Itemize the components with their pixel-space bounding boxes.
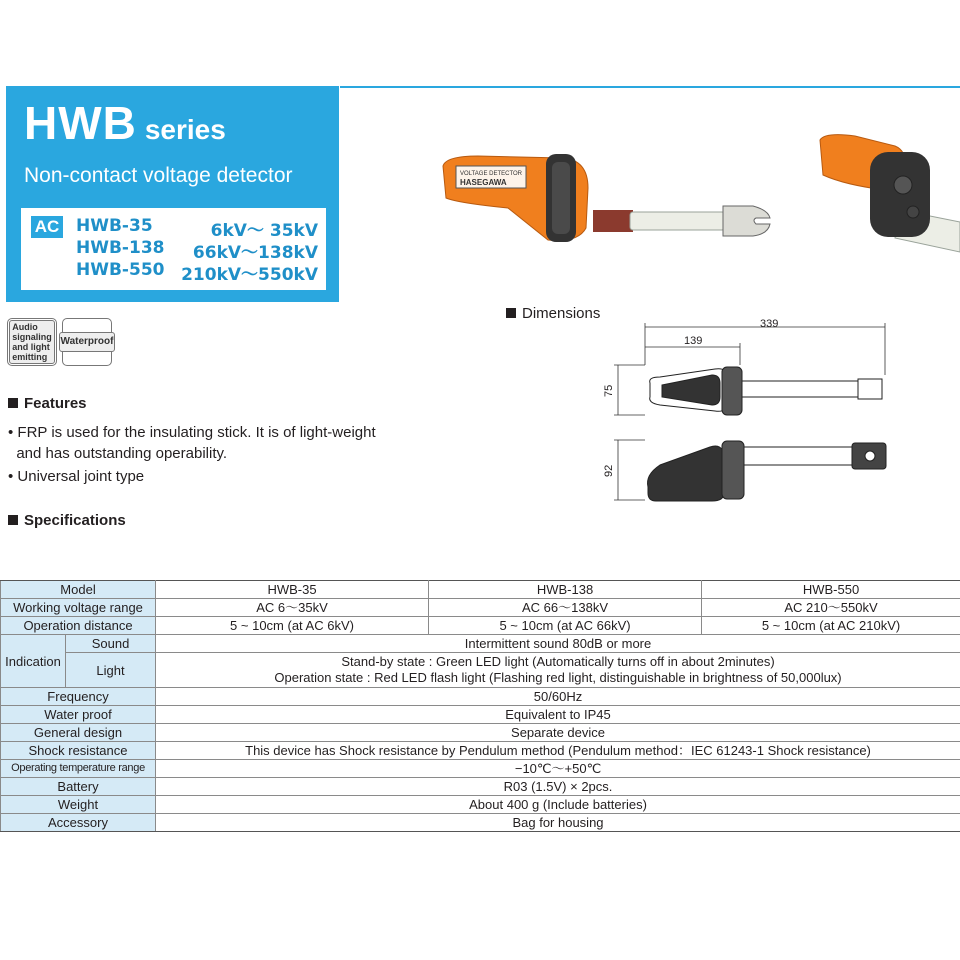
dim-head-length: 139 [684,335,703,347]
top-rule [340,86,960,88]
ac-badge: AC [31,216,63,238]
square-bullet-icon [8,398,18,408]
square-bullet-icon [506,308,516,318]
badge-line: Audio [12,322,38,332]
specifications-heading-text: Specifications [24,512,126,529]
head-grip [870,152,930,237]
knob-icon [894,176,912,194]
feature-item: and has outstanding operability. [8,445,228,462]
spec-label: Battery [1,778,156,796]
specifications-heading [8,512,126,529]
spec-label: Shock resistance [1,742,156,760]
title-main: HWB [24,97,137,149]
features-heading-text: Features [24,395,87,412]
spec-value: R03 (1.5V) × 2pcs. [156,778,960,796]
table-row [1,724,960,742]
dimensions-heading-text: Dimensions [522,305,601,322]
spec-value: Equivalent to IP45 [156,706,960,724]
table-row [1,814,960,832]
table-row [1,635,960,653]
spec-label: General design [1,724,156,742]
spec-value: This device has Shock resistance by Pendulum method (Pendulum method：IEC 61243-1 Shock resistance) [156,742,960,760]
table-row [1,796,960,814]
model-row [76,260,326,285]
spec-label: Water proof [1,706,156,724]
product-photo-side [438,148,780,248]
waterproof-badge [62,318,112,366]
audio-light-badge [7,318,57,366]
head-grip-inner [552,162,570,234]
model-name: HWB-138 [76,238,165,258]
badge-line: emitting [12,352,48,362]
dim-overall-length: 339 [760,318,779,330]
spec-value: About 400 g (Include batteries) [156,796,960,814]
badge-line: and light [12,342,50,352]
product-label-line: VOLTAGE DETECTOR [460,171,523,177]
dimensions-drawing [600,315,900,515]
model-range: 210kV〜550kV [181,265,318,285]
insulating-stick [630,212,725,230]
table-row [1,599,960,617]
spec-value-multiline [156,653,960,688]
feature-item: • FRP is used for the insulating stick. It is of light-weight [8,424,376,441]
table-row [1,742,960,760]
button-icon [907,206,919,218]
model-column-header: HWB-550 [702,581,960,599]
table-row [1,760,960,778]
spec-value: Intermittent sound 80dB or more [156,635,960,653]
spec-value: 5 ~ 10cm (at AC 66kV) [429,617,702,635]
product-label-brand: HASEGAWA [460,178,507,187]
product-title [24,96,226,150]
spec-value: 5 ~ 10cm (at AC 6kV) [156,617,429,635]
model-range-box [21,208,326,290]
universal-joint [723,206,770,236]
spec-label: Model [1,581,156,599]
table-row [1,688,960,706]
spec-value: Separate device [156,724,960,742]
stick-collar [593,210,633,232]
model-range: 66kV〜138kV [192,243,318,263]
waterproof-badge-text: Waterproof [59,332,116,352]
spec-value: 50/60Hz [156,688,960,706]
spec-value: Bag for housing [156,814,960,832]
table-row [1,617,960,635]
model-range: 6kV〜 35kV [210,221,318,241]
spec-value: AC 210〜550kV [702,599,960,617]
top-view-outline [648,441,887,501]
model-column-header: HWB-35 [156,581,429,599]
spec-value: AC 66〜138kV [429,599,702,617]
spec-sublabel: Light [66,653,156,688]
product-subtitle: Non-contact voltage detector [24,164,293,187]
spec-value: 5 ~ 10cm (at AC 210kV) [702,617,960,635]
product-photo-angle [815,130,960,260]
model-name: HWB-550 [76,260,165,280]
spec-label: Weight [1,796,156,814]
spec-label: Operating temperature range [1,760,156,778]
specifications-table [0,580,960,832]
light-operation-text: Operation state : Red LED flash light (Flashing red light, distinguishable in brightness of 50,000lux) [274,670,842,685]
dimensions-heading [506,305,600,322]
table-row [1,706,960,724]
table-row [1,581,960,599]
features-heading [8,395,87,412]
spec-sublabel: Sound [66,635,156,653]
table-row [1,653,960,688]
spec-value: AC 6〜35kV [156,599,429,617]
spec-label: Accessory [1,814,156,832]
dim-side-height: 75 [603,384,615,397]
model-name: HWB-35 [76,216,153,236]
model-row [76,238,326,263]
side-view-outline [650,367,882,415]
title-suffix: series [144,114,226,145]
model-column-header: HWB-138 [429,581,702,599]
light-standby-text: Stand-by state : Green LED light (Automatically turns off in about 2minutes) [341,654,775,669]
spec-label: Indication [1,635,66,688]
feature-item: • Universal joint type [8,468,145,485]
spec-label: Frequency [1,688,156,706]
table-row [1,778,960,796]
model-row [76,216,326,241]
spec-value: −10℃〜+50℃ [156,760,960,778]
badge-line: signaling [12,332,52,342]
audio-light-badge-text [9,320,55,364]
spec-label: Working voltage range [1,599,156,617]
spec-label: Operation distance [1,617,156,635]
hero-banner [6,86,339,302]
dim-top-height: 92 [603,464,615,477]
square-bullet-icon [8,515,18,525]
